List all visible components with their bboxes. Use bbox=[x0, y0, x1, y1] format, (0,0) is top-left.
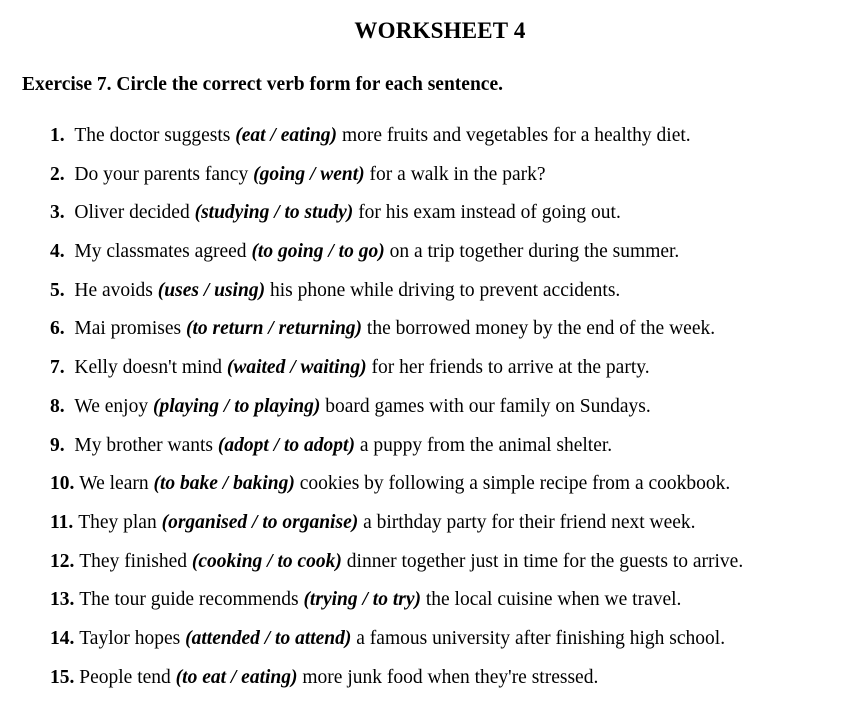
item-number: 12. bbox=[50, 550, 75, 572]
exercise-item bbox=[50, 392, 743, 431]
item-number: 13. bbox=[50, 589, 75, 611]
item-number: 11. bbox=[50, 511, 74, 533]
verb-options[interactable]: (to return / returning) bbox=[185, 318, 363, 340]
verb-options[interactable]: (to eat / eating) bbox=[175, 666, 298, 688]
worksheet-title: WORKSHEET 4 bbox=[354, 18, 526, 43]
sentence-start: They plan bbox=[78, 511, 162, 533]
sentence-end: for his exam instead of going out. bbox=[353, 202, 621, 224]
sentence-start: My brother wants bbox=[74, 434, 218, 456]
sentence-end: a famous university after finishing high school. bbox=[351, 627, 726, 649]
item-number: 1. bbox=[50, 125, 65, 146]
verb-options[interactable]: (adopt / to adopt) bbox=[217, 434, 355, 456]
sentence-end: for a walk in the park? bbox=[364, 163, 546, 185]
sentence-end: dinner together just in time for the guests to arrive. bbox=[341, 550, 744, 572]
verb-options[interactable]: (uses / using) bbox=[157, 279, 266, 301]
item-number: 9. bbox=[50, 434, 65, 456]
sentence-start: We learn bbox=[79, 473, 154, 495]
sentence-end: board games with our family on Sundays. bbox=[320, 395, 651, 417]
verb-options[interactable]: (eat / eating) bbox=[235, 125, 338, 146]
sentence-start: Oliver decided bbox=[74, 202, 195, 224]
item-number: 5. bbox=[50, 279, 65, 301]
exercise-instruction: Exercise 7. Circle the correct verb form for each sentence. bbox=[22, 74, 503, 95]
sentence-end: more fruits and vegetables for a healthy diet. bbox=[337, 125, 691, 146]
sentence-end: a birthday party for their friend next week. bbox=[358, 511, 696, 533]
verb-options[interactable]: (to bake / baking) bbox=[153, 473, 295, 495]
verb-options[interactable]: (studying / to study) bbox=[194, 202, 354, 224]
exercise-item bbox=[50, 585, 743, 624]
item-number: 7. bbox=[50, 357, 65, 379]
sentence-start: They finished bbox=[79, 550, 192, 572]
sentence-end: the borrowed money by the end of the week. bbox=[362, 318, 716, 340]
sentence-start: Kelly doesn't mind bbox=[74, 357, 227, 379]
exercise-item bbox=[50, 547, 743, 586]
verb-options[interactable]: (playing / to playing) bbox=[152, 395, 321, 417]
sentence-start: We enjoy bbox=[74, 395, 153, 417]
sentence-end: more junk food when they're stressed. bbox=[297, 666, 599, 688]
exercise-item bbox=[50, 431, 743, 470]
item-number: 2. bbox=[50, 163, 65, 185]
verb-options[interactable]: (to going / to go) bbox=[251, 241, 385, 263]
verb-options[interactable]: (cooking / to cook) bbox=[191, 550, 342, 572]
sentence-end: the local cuisine when we travel. bbox=[420, 589, 682, 611]
item-number: 8. bbox=[50, 395, 65, 417]
verb-options[interactable]: (trying / to try) bbox=[303, 589, 421, 611]
exercise-item bbox=[50, 198, 743, 237]
item-number: 10. bbox=[50, 473, 75, 495]
exercise-item bbox=[50, 121, 743, 160]
exercise-item-list bbox=[50, 121, 743, 701]
exercise-item bbox=[50, 160, 743, 199]
item-number: 4. bbox=[50, 241, 65, 263]
item-number: 6. bbox=[50, 318, 65, 340]
sentence-end: cookies by following a simple recipe from a cookbook. bbox=[294, 473, 731, 495]
sentence-end: his phone while driving to prevent accidents. bbox=[265, 279, 621, 301]
verb-options[interactable]: (organised / to organise) bbox=[161, 511, 359, 533]
sentence-start: People tend bbox=[79, 666, 176, 688]
verb-options[interactable]: (waited / waiting) bbox=[226, 357, 367, 379]
exercise-item bbox=[50, 469, 743, 508]
sentence-end: a puppy from the animal shelter. bbox=[354, 434, 613, 456]
sentence-start: He avoids bbox=[74, 279, 158, 301]
exercise-item bbox=[50, 508, 743, 547]
sentence-start: The tour guide recommends bbox=[79, 589, 304, 611]
exercise-item bbox=[50, 663, 743, 702]
verb-options[interactable]: (attended / to attend) bbox=[185, 627, 352, 649]
exercise-item bbox=[50, 276, 743, 315]
exercise-item bbox=[50, 237, 743, 276]
sentence-end: for her friends to arrive at the party. bbox=[366, 357, 650, 379]
exercise-item bbox=[50, 353, 743, 392]
item-number: 3. bbox=[50, 202, 65, 224]
exercise-item bbox=[50, 624, 743, 663]
sentence-start: Do your parents fancy bbox=[74, 163, 254, 185]
sentence-start: The doctor suggests bbox=[74, 125, 236, 146]
sentence-start: Mai promises bbox=[74, 318, 186, 340]
exercise-item bbox=[50, 314, 743, 353]
item-number: 15. bbox=[50, 666, 75, 688]
verb-options[interactable]: (going / went) bbox=[253, 163, 365, 185]
item-number: 14. bbox=[50, 627, 75, 649]
sentence-end: on a trip together during the summer. bbox=[384, 241, 680, 263]
sentence-start: My classmates agreed bbox=[74, 241, 252, 263]
sentence-start: Taylor hopes bbox=[79, 627, 186, 649]
